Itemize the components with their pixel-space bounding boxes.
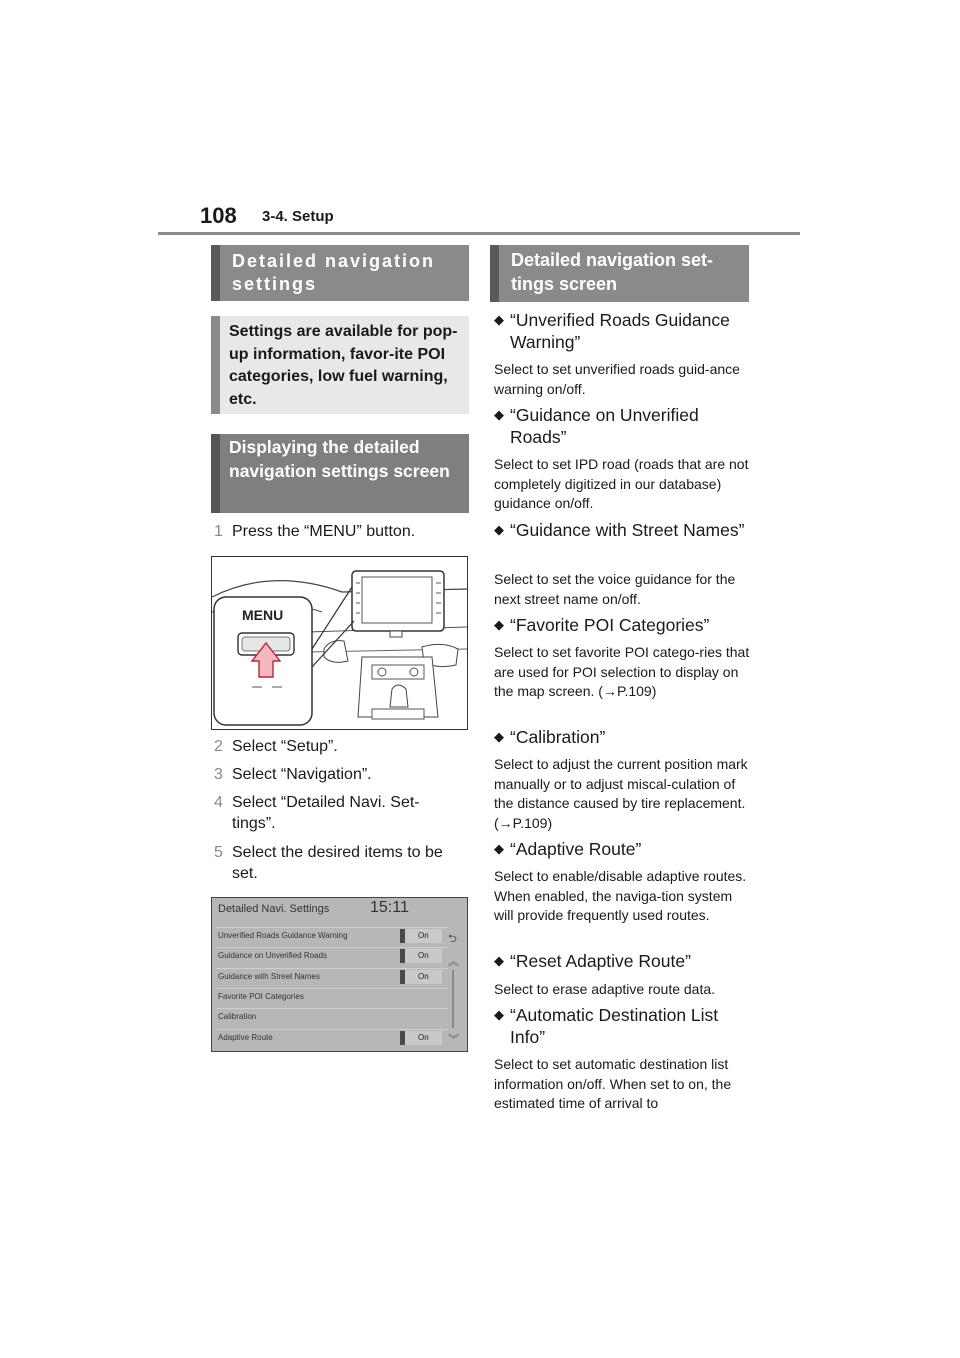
item-description: Select to set the voice guidance for the next street name on/off. bbox=[494, 571, 736, 607]
item-heading: ◆ “Guidance with Street Names” bbox=[494, 520, 745, 540]
screen-row-label: Calibration bbox=[218, 1012, 257, 1021]
item-description: Select to set IPD road (roads that are not completely digitized in our database) guidance on/off. bbox=[494, 456, 749, 511]
step-text: Select “Setup”. bbox=[232, 738, 338, 755]
step-text: Select the desired items to be set. bbox=[232, 844, 443, 882]
right-section-title bbox=[490, 245, 749, 302]
screen-row bbox=[216, 947, 448, 964]
item-heading: ◆ “Unverified Roads Guidance Warning” bbox=[494, 310, 730, 352]
dashboard-illustration bbox=[211, 556, 468, 730]
bullet-icon: ◆ bbox=[494, 312, 504, 327]
step-text: Select “Navigation”. bbox=[232, 766, 372, 783]
screen-clock: 15:11 bbox=[370, 899, 409, 916]
screen-row-label: Unverified Roads Guidance Warning bbox=[218, 931, 348, 940]
screen-row bbox=[216, 1029, 448, 1046]
bullet-icon: ◆ bbox=[494, 729, 504, 744]
step-text: Press the “MENU” button. bbox=[232, 523, 416, 540]
double-chevron-up-icon: ︽ bbox=[448, 956, 459, 968]
header-rule bbox=[158, 232, 800, 235]
screen-title: Detailed Navi. Settings bbox=[218, 903, 330, 915]
screen-row-label: Favorite POI Categories bbox=[218, 992, 304, 1001]
intro-box bbox=[211, 316, 469, 414]
item-heading: ◆ “Reset Adaptive Route” bbox=[494, 951, 691, 971]
item-heading: ◆ “Favorite POI Categories” bbox=[494, 615, 710, 635]
item-heading: ◆ “Calibration” bbox=[494, 727, 606, 747]
settings-screen-image bbox=[211, 897, 468, 1052]
screen-toggle-value: On bbox=[418, 972, 429, 981]
step-text: Select “Detailed Navi. Set-tings”. bbox=[232, 794, 420, 832]
item-description: Select to set favorite POI catego-ries that are used for POI selection to display on the map screen. (→P.109) bbox=[494, 644, 750, 699]
screen-row bbox=[216, 1008, 448, 1025]
screen-row-label: Guidance with Street Names bbox=[218, 972, 320, 981]
item-heading: ◆ “Guidance on Unverified Roads” bbox=[494, 405, 699, 447]
item-description: Select to adjust the current position mark manually or to adjust miscal-culation of the distance caused by tire replacement. (→P.109) bbox=[494, 756, 748, 831]
item-description: Select to enable/disable adaptive routes. When enabled, the naviga-tion system will provide frequently used routes. bbox=[494, 868, 747, 923]
bullet-icon: ◆ bbox=[494, 617, 504, 632]
screen-toggle bbox=[400, 929, 442, 943]
step-number: 1 bbox=[214, 523, 223, 540]
back-icon: ⮌ bbox=[448, 933, 457, 945]
item-description: Select to set automatic destination list information on/off. When set to on, the estimated time of arrival to bbox=[494, 1056, 732, 1111]
step-2 bbox=[214, 736, 457, 757]
right-section-title-text: Detailed navigation set-tings screen bbox=[511, 250, 714, 294]
bullet-icon: ◆ bbox=[494, 1007, 504, 1022]
step-number: 3 bbox=[214, 766, 223, 783]
item-description: Select to set unverified roads guid-ance warning on/off. bbox=[494, 361, 740, 397]
step-1 bbox=[214, 521, 457, 542]
step-5 bbox=[214, 842, 457, 884]
double-chevron-down-icon: ︾ bbox=[448, 1034, 459, 1046]
display-subsection-title-text: Displaying the detailed navigation settings screen bbox=[229, 437, 450, 481]
bullet-icon: ◆ bbox=[494, 522, 504, 537]
bullet-icon: ◆ bbox=[494, 953, 504, 968]
screen-toggle bbox=[400, 1031, 442, 1045]
step-4 bbox=[214, 792, 457, 834]
display-subsection-title bbox=[211, 434, 469, 513]
bullet-icon: ◆ bbox=[494, 841, 504, 856]
bullet-icon: ◆ bbox=[494, 407, 504, 422]
dashboard-drawing bbox=[212, 557, 467, 729]
screen-row bbox=[216, 988, 448, 1005]
left-section-title bbox=[211, 245, 469, 301]
left-section-title-text: Detailed navigation settings bbox=[232, 251, 436, 294]
step-number: 5 bbox=[214, 844, 223, 861]
intro-text: Settings are available for pop-up information, favor-ite POI categories, low fuel warning, etc. bbox=[229, 323, 458, 408]
scrollbar-track bbox=[452, 970, 454, 1028]
item-heading: ◆ “Adaptive Route” bbox=[494, 839, 642, 859]
screen-row-label: Adaptive Route bbox=[218, 1033, 273, 1042]
screen-toggle bbox=[400, 970, 442, 984]
screen-toggle-value: On bbox=[418, 1033, 429, 1042]
screen-toggle bbox=[400, 949, 442, 963]
page-number: 108 bbox=[200, 203, 237, 228]
item-heading: ◆ “Automatic Destination List Info” bbox=[494, 1005, 719, 1047]
step-3 bbox=[214, 764, 457, 785]
screen-toggle-value: On bbox=[418, 931, 429, 940]
step-number: 4 bbox=[214, 794, 223, 811]
step-number: 2 bbox=[214, 738, 223, 755]
screen-toggle-value: On bbox=[418, 951, 429, 960]
menu-callout-label: MENU bbox=[242, 607, 284, 623]
screen-row bbox=[216, 968, 448, 985]
section-label: 3-4. Setup bbox=[262, 208, 334, 225]
item-description: Select to erase adaptive route data. bbox=[494, 981, 716, 997]
screen-row-label: Guidance on Unverified Roads bbox=[218, 951, 327, 960]
screen-row bbox=[216, 927, 448, 944]
